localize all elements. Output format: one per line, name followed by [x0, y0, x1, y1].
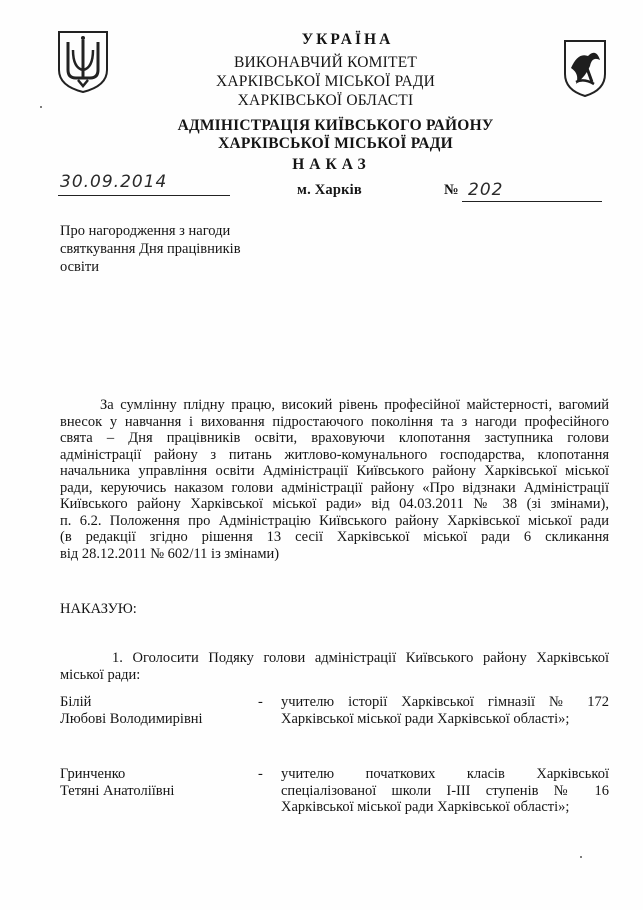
item-1-line-1: 1. Оголосити Подяку голови адміністрації Київського району Харківської	[112, 650, 609, 666]
committee-line-3: ХАРКІВСЬКОЇ ОБЛАСТІ	[237, 92, 414, 109]
handwritten-date: 30.09.2014	[60, 172, 168, 192]
preamble-line: свята – Дня працівників освіти, враховуючи клопотання заступника голови	[60, 430, 609, 446]
awardee-desc-line: спеціалізованої школи І-ІІІ ступенів № 16	[281, 782, 609, 799]
preamble-line: Київського району Харківської міської ради» від 04.03.2011 № 38 (зі змінами),	[60, 496, 609, 512]
awardee-2-name	[60, 766, 174, 799]
subject-block	[60, 222, 241, 276]
subject-line-1: Про нагородження з нагоди	[60, 223, 231, 239]
preamble-line: внесок у навчання і виховання підростаючого покоління та з нагоди професійного	[60, 413, 609, 430]
committee-line-1: ВИКОНАВЧИЙ КОМІТЕТ	[233, 54, 418, 71]
number-underline	[462, 201, 602, 202]
item-1-line-2: міської ради:	[60, 666, 141, 683]
country-heading: УКРАЇНА	[301, 31, 394, 48]
awardee-given-names: Тетяні Анатоліївні	[60, 782, 175, 799]
item-1	[60, 650, 609, 683]
awardee-desc-line: учителю початкових класів Харківської	[281, 766, 609, 782]
subject-line-3: освіти	[60, 259, 100, 275]
preamble-line: За сумлінну плідну працю, високий рівень професійної майстерності, вагомий	[100, 397, 609, 413]
awardee-2-description	[281, 766, 609, 816]
awardee-surname: Білій	[60, 694, 92, 710]
scan-speck	[40, 106, 42, 108]
awardee-1-name	[60, 694, 203, 727]
awardee-desc-line: учителю історії Харківської гімназії № 172	[281, 694, 609, 710]
subject-line-2: святкування Дня працівників	[60, 241, 241, 257]
awardee-1-description	[281, 694, 609, 727]
committee-line-2: ХАРКІВСЬКОЇ МІСЬКОЇ РАДИ	[215, 73, 436, 90]
number-label: №	[444, 182, 459, 198]
awardee-desc-line: Харківської міської ради Харківської області»;	[281, 799, 570, 815]
admin-line-2: ХАРКІВСЬКОЇ МІСЬКОЇ РАДИ	[218, 135, 453, 152]
preamble-line: адміністрації району з питань житлово-комунального господарства, клопотання	[60, 446, 609, 463]
awardee-dash: -	[258, 694, 263, 710]
preamble-paragraph	[60, 397, 609, 562]
preamble-line: п. 6.2. Положення про Адміністрацію Київського району Харківської міської ради	[60, 512, 609, 529]
date-underline	[58, 195, 230, 196]
awardee-surname: Гринченко	[60, 766, 126, 782]
document-type-heading: НАКАЗ	[292, 156, 371, 173]
preamble-line: ради, керуючись наказом голови адміністрації району «Про відзнаки Адміністрації	[60, 479, 609, 496]
preamble-line: від 28.12.2011 № 602/11 із змінами)	[60, 545, 280, 562]
scan-speck	[580, 856, 582, 858]
awardee-dash: -	[258, 766, 263, 782]
awardee-desc-line: Харківської міської ради Харківської області»;	[281, 710, 570, 727]
handwritten-number: 202	[468, 180, 504, 200]
awardee-given-names: Любові Володимирівні	[60, 710, 203, 727]
order-word: НАКАЗУЮ:	[60, 601, 137, 617]
preamble-line: (в редакції згідно рішення 13 сесії Харківської міської ради 6 скликання	[60, 529, 609, 545]
preamble-line: начальника управління освіти Адміністрації Київського району Харківської міської	[60, 463, 609, 479]
city-label: м. Харків	[297, 182, 362, 198]
admin-line-1: АДМІНІСТРАЦІЯ КИЇВСЬКОГО РАЙОНУ	[177, 117, 494, 134]
